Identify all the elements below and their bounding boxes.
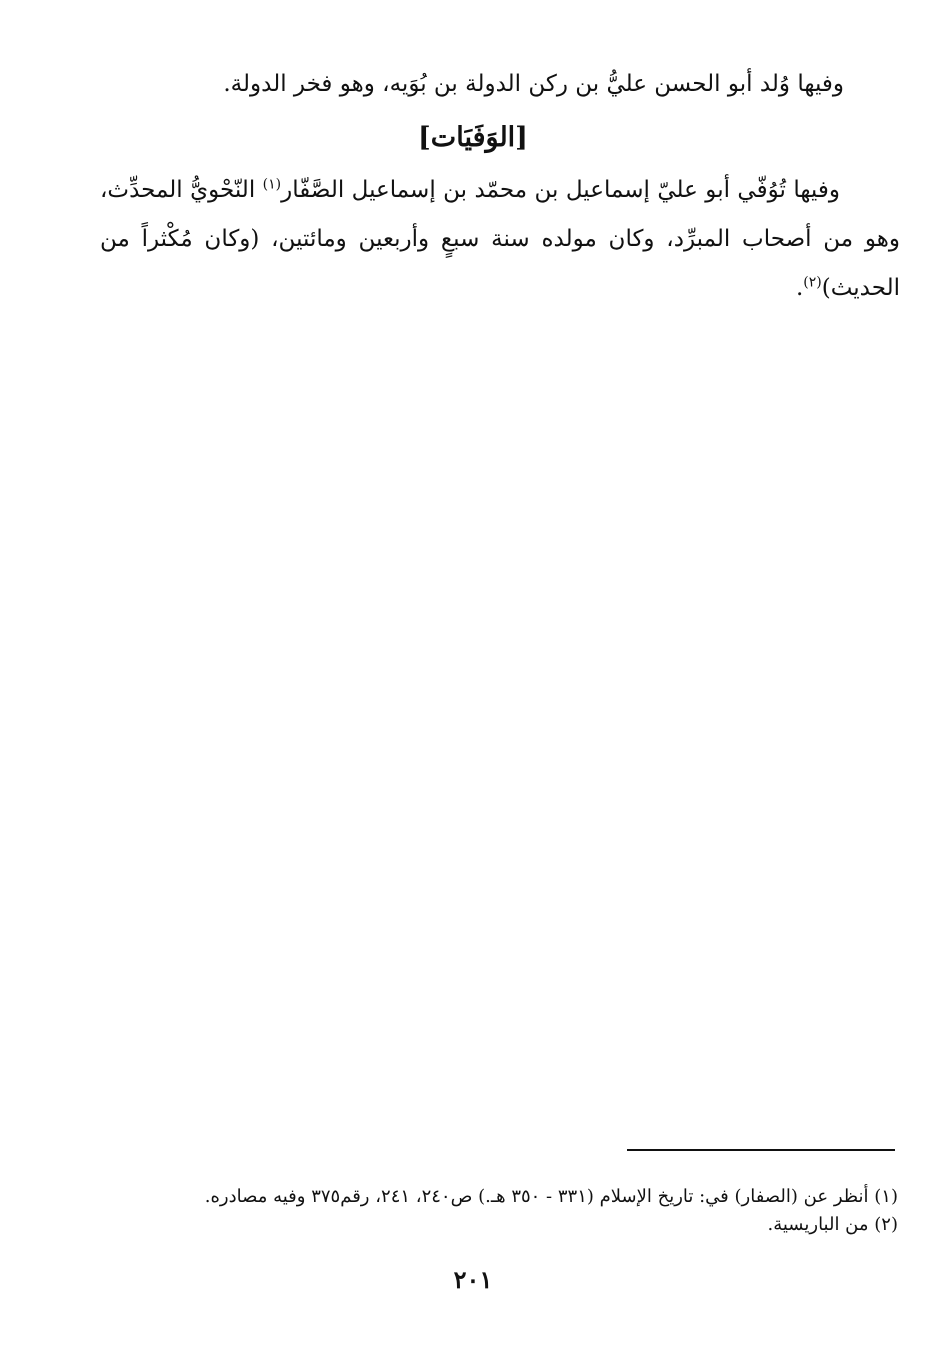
footnote-2 [98,1211,898,1239]
opening-line [84,62,844,106]
paragraph-text-part1: وفيها تُوُفّي أبو عليّ إسماعيل بن محمّد بن إسماعيل الصَّفّار [281,177,840,203]
section-heading: [الوَفَيَات] [418,122,528,153]
footnote-ref-1[interactable]: (١) [262,176,282,193]
obituary-paragraph [100,166,900,313]
page-number: ٢٠١ [453,1265,493,1294]
paragraph-text-part2: النّحْويُّ المحدِّث، وهو من أصحاب المبرِّد، وكان مولده سنة سبعٍ وأربعين ومائتين، (وكان مُكْثراً من الحديث) [100,177,900,301]
footnote-1-marker: (١) [874,1186,898,1207]
footnote-2-marker: (٢) [874,1214,898,1235]
footnote-separator [627,1149,895,1151]
opening-line-text: وفيها وُلد أبو الحسن عليُّ بن ركن الدولة بن بُوَيه، وهو فخر الدولة. [223,71,844,97]
footnote-1 [98,1183,898,1211]
footnote-ref-2[interactable]: (٢) [803,274,822,291]
paragraph-text-part3: . [795,275,804,301]
footnote-2-text: من الباريسية. [767,1214,869,1235]
footnote-1-text: أنظر عن (الصفار) في: تاريخ الإسلام (٣٣١ - ٣٥٠ هـ.) ص٢٤٠، ٢٤١، رقم٣٧٥ وفيه مصادره. [204,1186,869,1207]
footnotes-block [98,1183,898,1239]
